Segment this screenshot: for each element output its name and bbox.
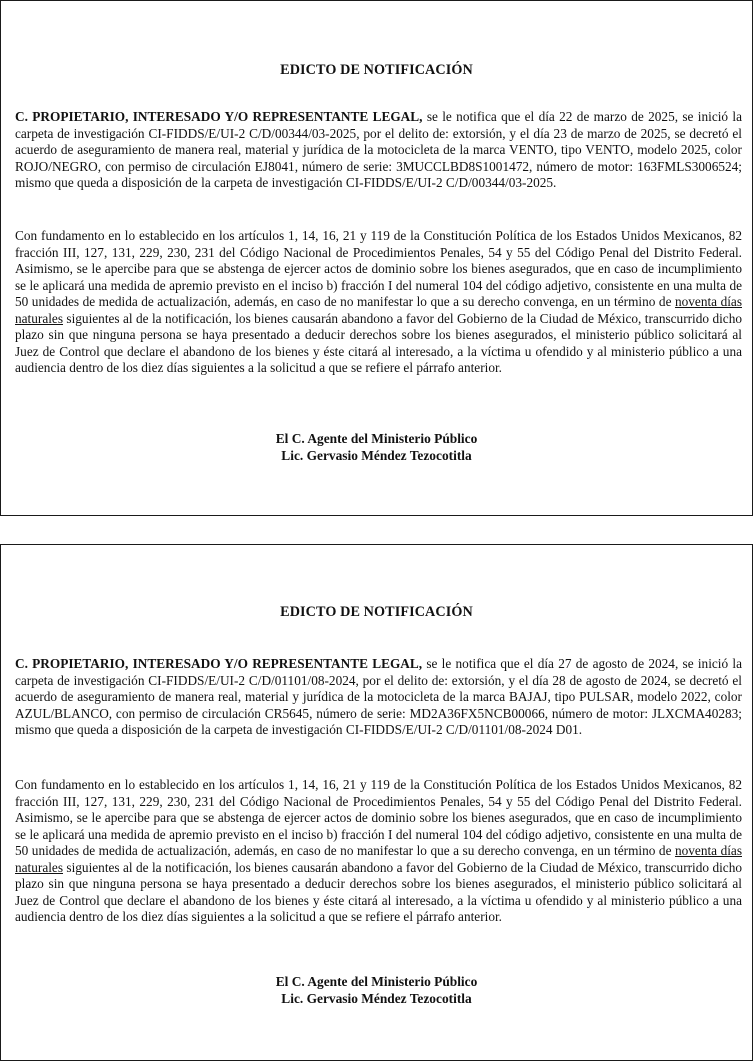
signature-role: El C. Agente del Ministerio Público <box>275 974 478 989</box>
edicto-box <box>0 544 753 1061</box>
signature-block <box>1 431 752 464</box>
signature-name: Lic. Gervasio Méndez Tezocotitla <box>281 990 472 1006</box>
edicto-box <box>0 0 753 516</box>
deadline-term: noventa días naturales <box>15 294 742 326</box>
notification-paragraph <box>15 109 742 192</box>
notification-text: se le notifica que el día 22 de marzo de 2025, se inició la carpeta de investigación CI-FIDDS/E/UI-2 C/D/00344/03-2025, por el delito de: extorsión, y el día 23 de marzo de 2025, se decretó el acuerdo de aseguramiento de manera real, material y jurídica de la motocicleta de la marca VENTO, tipo VENTO, modelo 2025, color ROJO/NEGRO, con permiso de circulación EJ8041, número de serie: 3MUCCLBD8S1001472, número de motor: 163FMLS3006524; mismo que queda a disposición de la carpeta de investigación CI-FIDDS/E/UI-2 C/D/00344/03-2025. <box>15 109 742 190</box>
legal-basis-paragraph <box>15 777 742 926</box>
legal-basis-text-b: siguientes al de la notificación, los bienes causarán abandono a favor del Gobierno de la Ciudad de México, transcurrido dicho plazo sin que ninguna persona se haya presentado a deducir derechos sobre los bienes asegurados, el ministerio público solicitará al Juez de Control que declare el abandono de los bienes y éste citará al interesado, a la víctima u ofendido y al ministerio público a una audiencia dentro de los diez días siguientes a la solicitud a que se refiere el párrafo anterior. <box>15 310 742 375</box>
edicto-title: EDICTO DE NOTIFICACIÓN <box>280 62 473 78</box>
addressee-lead: C. PROPIETARIO, INTERESADO Y/O REPRESENTANTE LEGAL, <box>15 109 423 124</box>
signature-block <box>1 974 752 1007</box>
signature-role: El C. Agente del Ministerio Público <box>275 431 478 446</box>
deadline-term: noventa días naturales <box>15 843 742 875</box>
legal-basis-text-a: Con fundamento en lo establecido en los artículos 1, 14, 16, 21 y 119 de la Constitución Política de los Estados Unidos Mexicanos, 82 fracción III, 127, 131, 229, 230, 231 del Código Nacional de Procedimientos Penales, 54 y 55 del Código Penal del Distrito Federal. Asimismo, se le apercibe para que se abstenga de ejercer actos de dominio sobre los bienes asegurados, que en caso de incumplimiento se le aplicará una medida de apremio previsto en el inciso b) fracción I del numeral 104 del código adjetivo, consistente en una multa de 50 unidades de medida de actualización, además, en caso de no manifestar lo que a su derecho convenga, en un término de <box>15 228 742 309</box>
notification-text: se le notifica que el día 27 de agosto de 2024, se inició la carpeta de investigación CI-FIDDS/E/UI-2 C/D/01101/08-2024, por el delito de: extorsión, y el día 28 de agosto de 2024, se decretó el acuerdo de aseguramiento de manera real, material y jurídica de la motocicleta de la marca BAJAJ, tipo PULSAR, modelo 2022, color AZUL/BLANCO, con permiso de circulación CR5645, número de serie: MD2A36FX5NCB00066, número de motor: JLXCMA40283; mismo que queda a disposición de la carpeta de investigación CI-FIDDS/E/UI-2 C/D/01101/08-2024 D01. <box>15 656 742 737</box>
notification-paragraph <box>15 656 742 739</box>
legal-basis-paragraph <box>15 228 742 377</box>
addressee-lead: C. PROPIETARIO, INTERESADO Y/O REPRESENTANTE LEGAL, <box>15 656 423 671</box>
legal-basis-text-a: Con fundamento en lo establecido en los artículos 1, 14, 16, 21 y 119 de la Constitución Política de los Estados Unidos Mexicanos, 82 fracción III, 127, 131, 229, 230, 231 del Código Nacional de Procedimientos Penales, 54 y 55 del Código Penal del Distrito Federal. Asimismo, se le apercibe para que se abstenga de ejercer actos de dominio sobre los bienes asegurados, que en caso de incumplimiento se le aplicará una medida de apremio previsto en el inciso b) fracción I del numeral 104 del código adjetivo, consistente en una multa de 50 unidades de medida de actualización, además, en caso de no manifestar lo que a su derecho convenga, en un término de <box>15 777 742 858</box>
legal-basis-text-b: siguientes al de la notificación, los bienes causarán abandono a favor del Gobierno de la Ciudad de México, transcurrido dicho plazo sin que ninguna persona se haya presentado a deducir derechos sobre los bienes asegurados, el ministerio público solicitará al Juez de Control que declare el abandono de los bienes y éste citará al interesado, a la víctima u ofendido y al ministerio público a una audiencia dentro de los diez días siguientes a la solicitud a que se refiere el párrafo anterior. <box>15 859 742 924</box>
edicto-title: EDICTO DE NOTIFICACIÓN <box>280 604 473 620</box>
signature-name: Lic. Gervasio Méndez Tezocotitla <box>281 447 472 463</box>
